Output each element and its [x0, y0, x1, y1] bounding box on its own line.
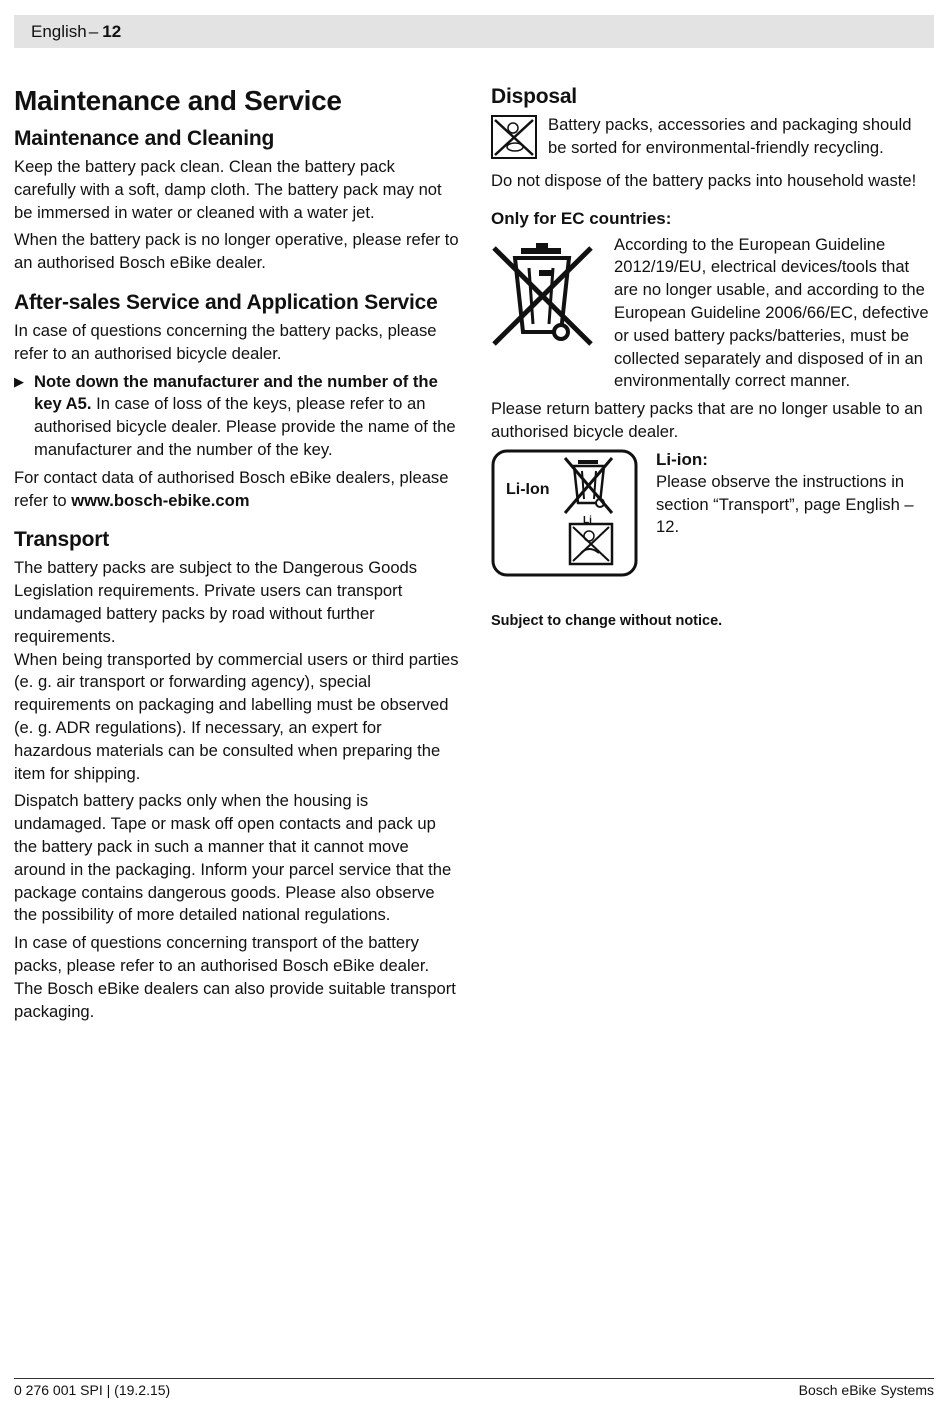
- header-page-number: 12: [102, 21, 122, 41]
- liion-row: [491, 449, 934, 584]
- key-note-bold: Note down the manufacturer and the number of the key A5.: [34, 371, 438, 414]
- cleaning-paragraph-1: Keep the battery pack clean. Clean the battery pack carefully with a soft, damp cloth. The battery pack may not be immersed in water or cleaned with a water jet.: [14, 157, 442, 222]
- liion-label-text: Li-Ion: [506, 480, 550, 498]
- disposal-paragraph-2: Do not dispose of the battery packs into household waste!: [491, 170, 917, 190]
- liion-text-block: [656, 449, 934, 544]
- liion-text: Please observe the instructions in section “Transport”, page English – 12.: [656, 471, 914, 537]
- footer-doc-number: 0 276 001 SPI | (19.2.15): [14, 1382, 171, 1398]
- li-label-text: Li: [583, 514, 592, 526]
- transport-paragraph-1: The battery packs are subject to the Dangerous Goods Legislation requirements. Private users can transport undamaged battery packs by road without further requirements.: [14, 558, 418, 646]
- transport-paragraph-3: Dispatch battery packs only when the housing is undamaged. Tape or mask off open contacts and pack up the battery pack in such a manner that it cannot move around in the packaging. Inform your parcel service that the package contains dangerous goods. Please also observe the possibility of more detailed national regulations.: [14, 791, 452, 925]
- service-heading: After-sales Service and Application Service: [14, 290, 438, 314]
- page-title: Maintenance and Service: [14, 85, 342, 116]
- change-notice: Subject to change without notice.: [491, 612, 723, 629]
- transport-paragraph-2: When being transported by commercial users or third parties (e. g. air transport or forwarding agency), special requirements on packaging and labelling must be observed (e. g. ADR regulations). If necessary, an expert for hazardous materials can be consulted when preparing the item for shipping.: [14, 649, 459, 783]
- page-header: [14, 15, 934, 48]
- footer-divider: [14, 1378, 934, 1379]
- ec-text: According to the European Guideline 2012/19/EU, electrical devices/tools that are no longer usable, and according to the European Guideline 2006/66/EC, defective or used battery packs/batteries, must be collected separately and disposed of in an environmentally correct manner.: [614, 234, 929, 391]
- header-language: English: [31, 21, 87, 41]
- key-note-bullet: [14, 371, 460, 462]
- disposal-paragraph-1: Battery packs, accessories and packaging should be sorted for environmental-friendly recycling.: [548, 115, 912, 157]
- service-paragraph: In case of questions concerning the battery packs, please refer to an authorised bicycle dealer.: [14, 320, 437, 363]
- left-column: [14, 84, 460, 1028]
- ec-row: [491, 234, 934, 399]
- transport-heading: Transport: [14, 528, 110, 552]
- crossed-bin-icon: [491, 240, 601, 357]
- contact-paragraph: [14, 467, 460, 513]
- return-paragraph: Please return battery packs that are no longer usable to an authorised bicycle dealer.: [491, 399, 923, 441]
- disposal-heading: Disposal: [491, 85, 577, 108]
- ec-heading: Only for EC countries:: [491, 208, 672, 228]
- key-note-text: [34, 371, 460, 462]
- right-column: [491, 84, 934, 637]
- transport-paragraph-4: In case of questions concerning transport of the battery packs, please refer to an authorised Bosch eBike dealer. The Bosch eBike dealers can also provide suitable transport packaging.: [14, 933, 456, 1021]
- footer-brand: Bosch eBike Systems: [798, 1382, 934, 1398]
- contact-url[interactable]: www.bosch-ebike.com: [71, 490, 250, 510]
- cleaning-heading: Maintenance and Cleaning: [14, 127, 275, 150]
- recycling-row: [491, 114, 934, 166]
- header-separator: –: [88, 21, 99, 41]
- bullet-triangle-icon: ▶: [14, 373, 24, 389]
- cleaning-paragraph-2: When the battery pack is no longer operative, please refer to an authorised Bosch eBike dealer.: [14, 230, 459, 273]
- contact-text: For contact data of authorised Bosch eBike dealers, please refer to: [14, 467, 449, 510]
- liion-heading: Li-ion:: [656, 449, 708, 469]
- liion-label-icon: [491, 449, 639, 584]
- recycling-icon: [491, 115, 537, 166]
- key-note-body: In case of loss of the keys, please refer to an authorised bicycle dealer. Please provide the name of the manufacturer and the number of the key.: [34, 394, 456, 459]
